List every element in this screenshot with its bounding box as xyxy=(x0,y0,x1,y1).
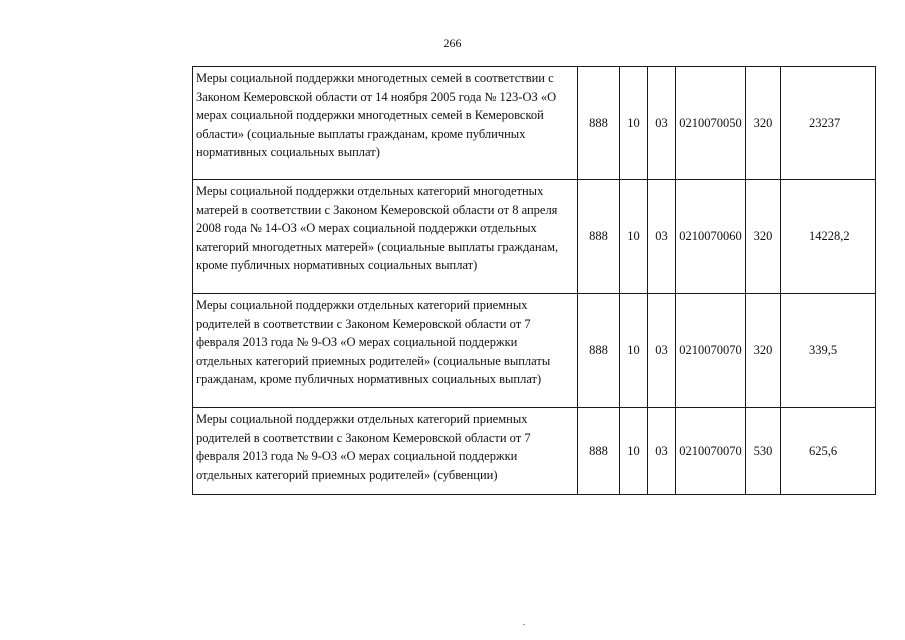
amount: 23237 xyxy=(781,67,876,180)
target-article-code: 0210070060 xyxy=(676,180,746,294)
amount: 14228,2 xyxy=(781,180,876,294)
department-code: 888 xyxy=(578,180,620,294)
target-article-code: 0210070050 xyxy=(676,67,746,180)
expense-type-code: 530 xyxy=(746,408,781,495)
section-code: 10 xyxy=(620,408,648,495)
section-code: 10 xyxy=(620,180,648,294)
department-code: 888 xyxy=(578,408,620,495)
expense-type-code: 320 xyxy=(746,294,781,408)
subsection-code: 03 xyxy=(648,180,676,294)
target-article-code: 0210070070 xyxy=(676,408,746,495)
budget-table xyxy=(192,66,876,495)
page-number: 266 xyxy=(443,36,462,50)
target-article-code: 0210070070 xyxy=(676,294,746,408)
table-row xyxy=(193,67,876,180)
subsection-code: 03 xyxy=(648,294,676,408)
scan-artifact xyxy=(523,624,525,625)
expense-type-code: 320 xyxy=(746,180,781,294)
row-description: Меры социальной поддержки многодетных семей в соответствии с Законом Кемеровской области от 14 ноября 2005 года № 123-ОЗ «О мерах социальной поддержки многодетных семей в Кемеровской области» (социальные выплаты гражданам, кроме публичных нормативных социальных выплат) xyxy=(193,67,578,180)
table-row xyxy=(193,180,876,294)
section-code: 10 xyxy=(620,67,648,180)
amount: 625,6 xyxy=(781,408,876,495)
department-code: 888 xyxy=(578,67,620,180)
department-code: 888 xyxy=(578,294,620,408)
subsection-code: 03 xyxy=(648,67,676,180)
subsection-code: 03 xyxy=(648,408,676,495)
row-description: Меры социальной поддержки отдельных категорий приемных родителей в соответствии с Законом Кемеровской области от 7 февраля 2013 года № 9-ОЗ «О мерах социальной поддержки отдельных категорий приемных родителей» (субвенции) xyxy=(193,408,578,495)
table-row xyxy=(193,294,876,408)
expense-type-code: 320 xyxy=(746,67,781,180)
row-description: Меры социальной поддержки отдельных категорий приемных родителей в соответствии с Законом Кемеровской области от 7 февраля 2013 года № 9-ОЗ «О мерах социальной поддержки отдельных категорий приемных родителей» (социальные выплаты гражданам, кроме публичных нормативных социальных выплат) xyxy=(193,294,578,408)
amount: 339,5 xyxy=(781,294,876,408)
section-code: 10 xyxy=(620,294,648,408)
row-description: Меры социальной поддержки отдельных категорий многодетных матерей в соответствии с Законом Кемеровской области от 8 апреля 2008 года № 14-ОЗ «О мерах социальной поддержки отдельных категорий многодетных матерей» (социальные выплаты гражданам, кроме публичных нормативных социальных выплат) xyxy=(193,180,578,294)
table-row xyxy=(193,408,876,495)
